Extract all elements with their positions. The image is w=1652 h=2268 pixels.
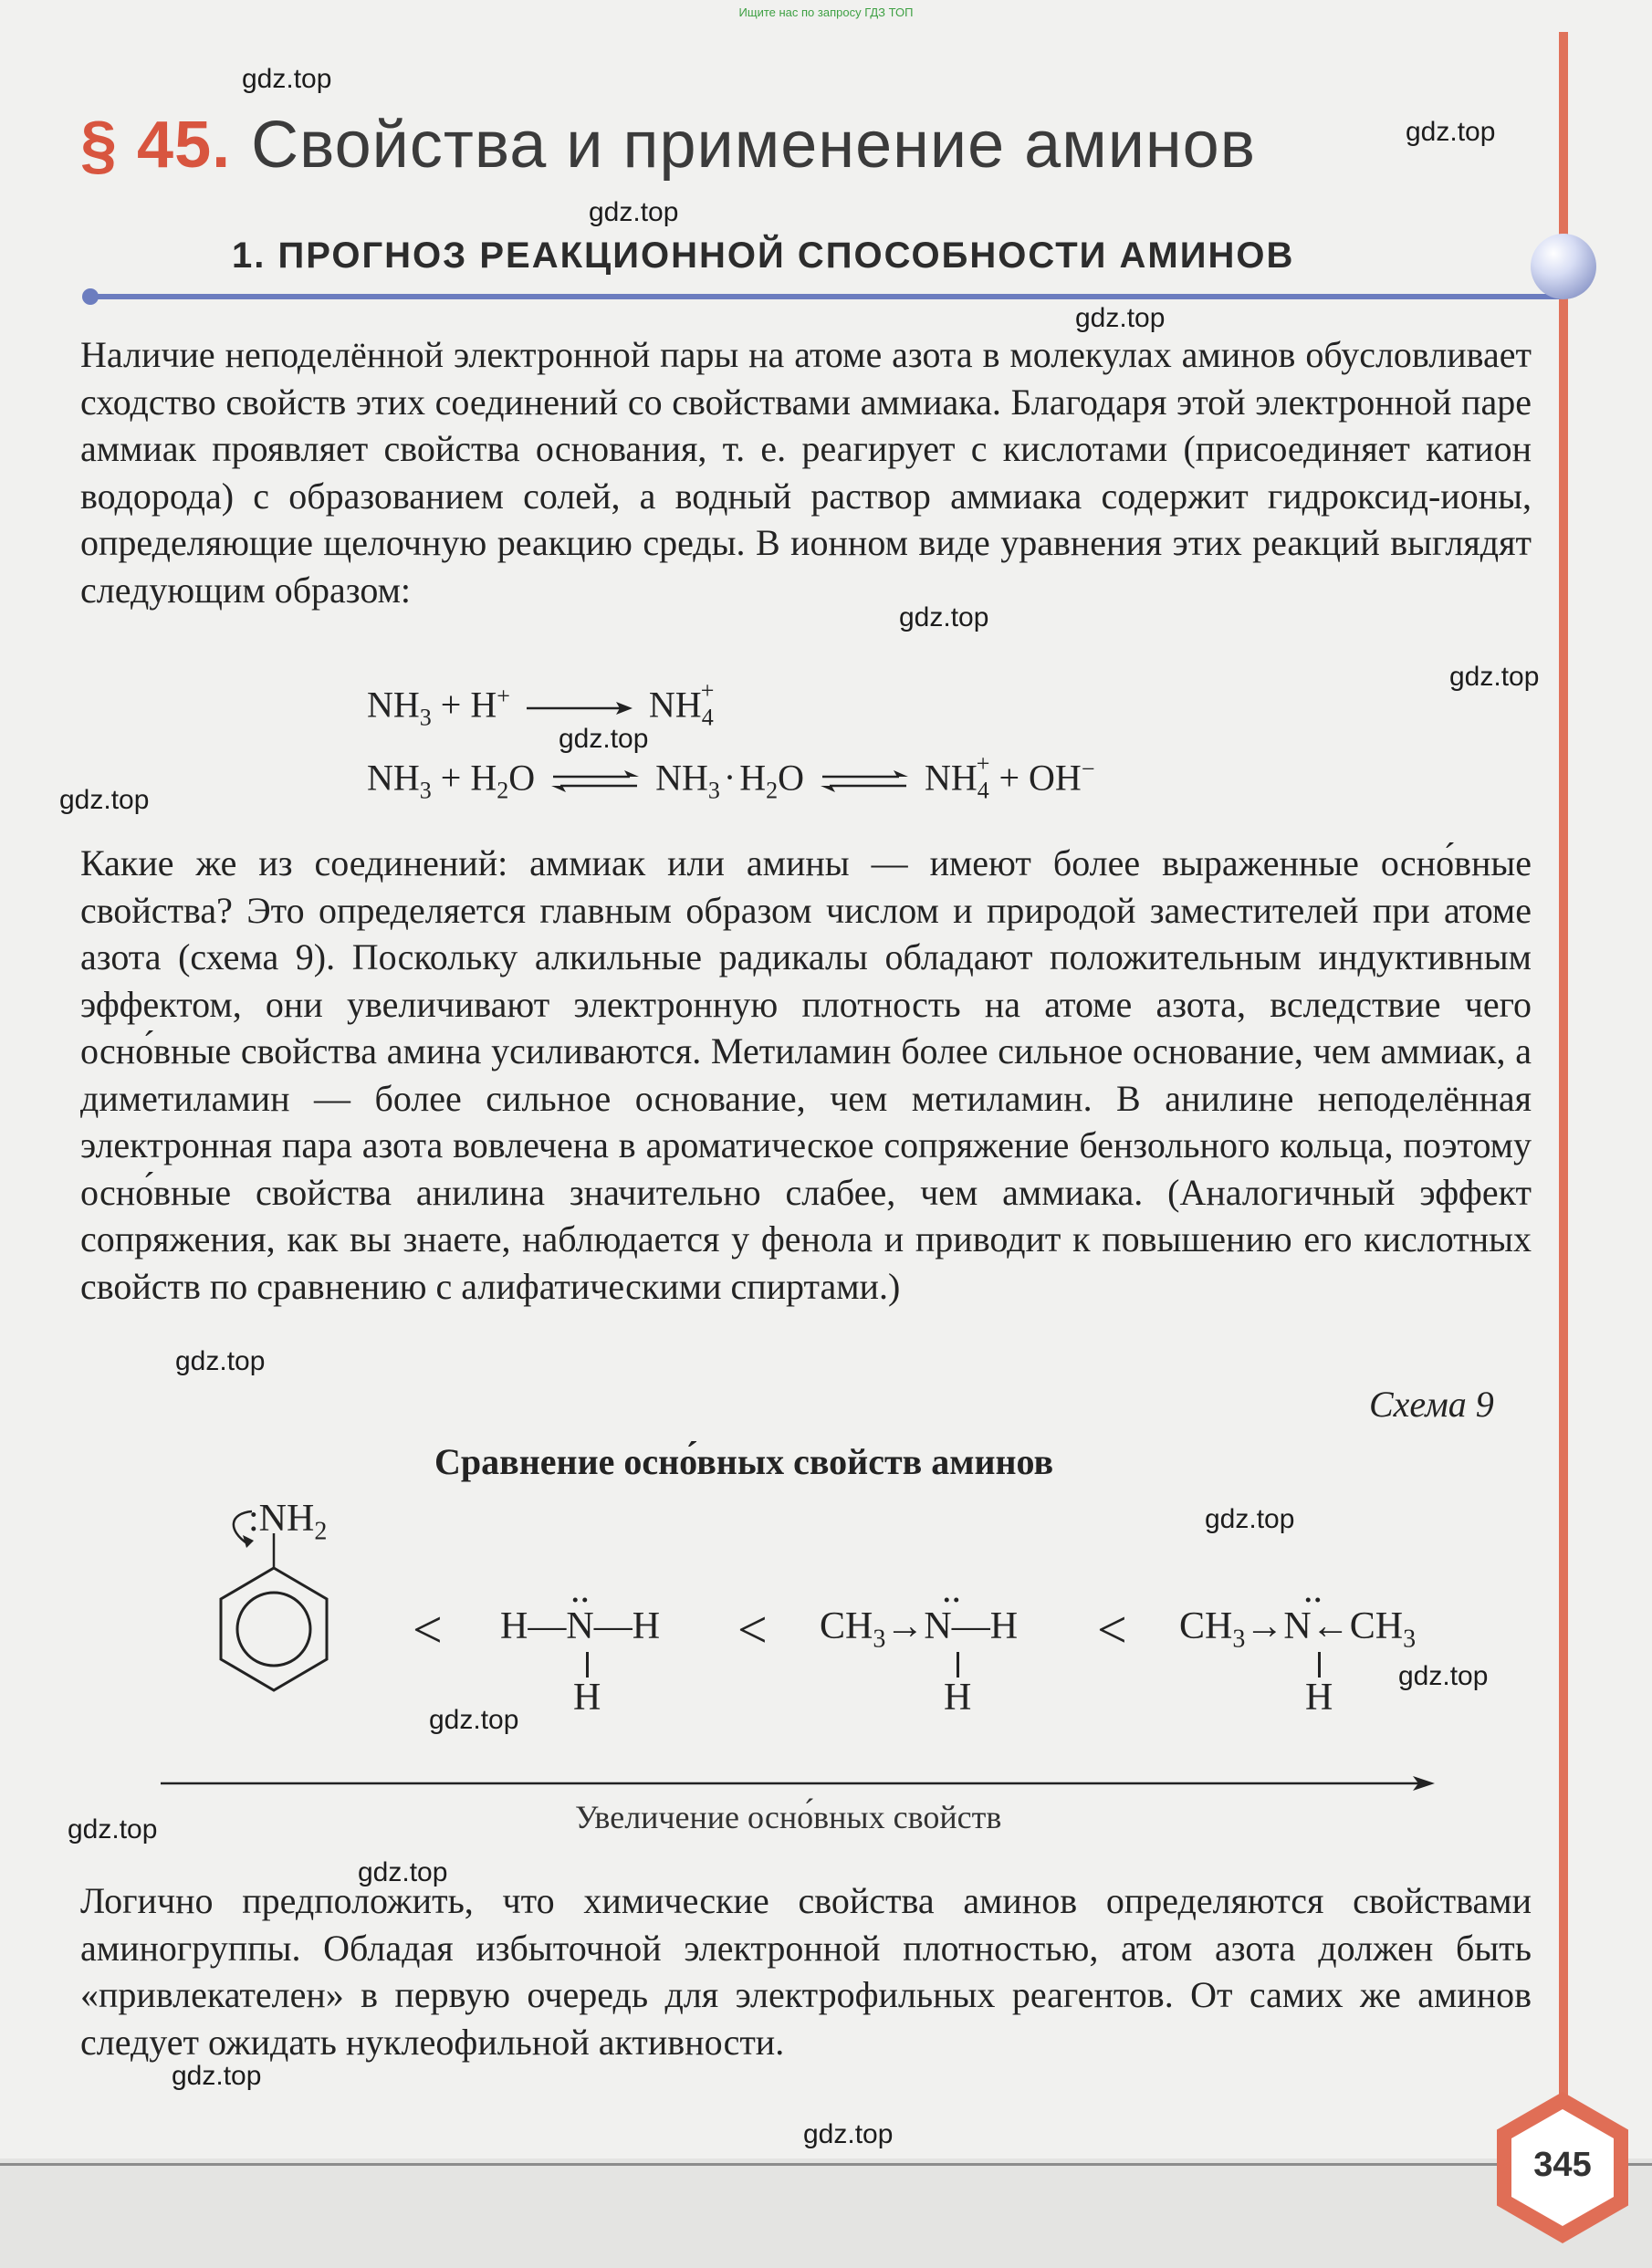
dimethylamine-arrow-left: ← bbox=[1311, 1605, 1350, 1647]
watermark: gdz.top bbox=[59, 785, 150, 815]
section-number: § 45. bbox=[80, 109, 232, 182]
aniline-nh-label: :NH bbox=[248, 1498, 315, 1540]
page-title bbox=[80, 108, 1256, 183]
methylamine-arrow: → bbox=[885, 1605, 925, 1647]
scheme-label: Схема 9 bbox=[1369, 1384, 1494, 1425]
watermark: gdz.top bbox=[803, 2119, 894, 2149]
ammonia-bond-right: — bbox=[593, 1605, 633, 1647]
watermark: gdz.top bbox=[358, 1857, 448, 1887]
dimethylamine-lone-pair: .. bbox=[1303, 1569, 1323, 1611]
equilibrium-arrow-icon bbox=[549, 768, 641, 794]
eq2-f-sup: − bbox=[1081, 756, 1095, 782]
rule-dot-icon bbox=[82, 288, 99, 305]
dimethylamine-bond-down bbox=[1318, 1652, 1321, 1677]
watermark: gdz.top bbox=[242, 64, 332, 94]
subsection-title: 1. ПРОГНОЗ РЕАКЦИОННОЙ СПОСОБНОСТИ АМИНОВ bbox=[232, 235, 1295, 276]
methylamine-row bbox=[820, 1604, 1018, 1654]
methylamine-h-right: H bbox=[989, 1605, 1019, 1647]
eq2-plus: + bbox=[440, 757, 462, 799]
equation-1 bbox=[367, 677, 715, 731]
watermark: gdz.top bbox=[1398, 1661, 1489, 1691]
dimethylamine-ch3-left-sub: 3 bbox=[1232, 1625, 1246, 1654]
watermark: gdz.top bbox=[175, 1346, 266, 1376]
less-than-3: < bbox=[1097, 1600, 1127, 1659]
methylamine-bond-down bbox=[957, 1652, 959, 1677]
paragraph-3: Логично предположить, что химические свойства аминов определяются свойствами аминогруппы. Обладая избыточной электронной плотностью, атом азота должен быть «привлекателен» в первую очередь для электрофильных реагентов. От самих же аминов следует ожидать нуклеофильной активности. bbox=[80, 1880, 1532, 2063]
paragraph-2: Какие же из соединений: аммиак или амины — имеют более выраженные осно́вные свойства? Это определяется главным образом числом и природой заместителей при атоме азота (схема 9). Поскольку алкильные радикалы обладают положительным индуктивным эффектом, они увеличивают электронную плотность на атоме азота, вследствие чего осно́вные свойства амина усиливаются. Метиламин более сильное основание, чем аммиак, а диметиламин — более сильное основание, чем метиламин. В анилине неподелённая электронная пара азота вовлечена в ароматическое сопряжение бензольного кольца, поэтому осно́вные свойства анилина значительно слабее, чем аммиака. (Аналогичный эффект сопряжения, как вы знаете, наблюдается у фенола и приводит к повышению его кислотных свойств по сравнению с алифатическими спиртами.) bbox=[80, 842, 1532, 1307]
section-rule bbox=[84, 294, 1563, 299]
watermark: gdz.top bbox=[899, 602, 989, 632]
eq1-product-sub: 4 bbox=[701, 704, 714, 731]
ammonia-h-bottom: H bbox=[573, 1677, 601, 1719]
ammonia-n: N bbox=[566, 1605, 594, 1647]
eq2-d-tail: O bbox=[778, 757, 805, 799]
bottom-band bbox=[0, 2158, 1652, 2268]
methylamine-n: N bbox=[924, 1605, 952, 1647]
equation-2 bbox=[367, 750, 1095, 804]
watermark: gdz.top bbox=[1449, 662, 1540, 692]
watermark: gdz.top bbox=[429, 1705, 519, 1735]
eq1-reagent: H bbox=[470, 684, 497, 726]
watermark: gdz.top bbox=[1406, 117, 1496, 147]
methylamine-h-bottom: H bbox=[944, 1677, 972, 1719]
header-note: Ищите нас по запросу ГДЗ ТОП bbox=[738, 5, 914, 19]
eq1-reagent-sup: + bbox=[497, 683, 510, 709]
eq2-e-sup: + bbox=[976, 750, 990, 777]
eq2-c: NH bbox=[655, 757, 708, 799]
eq1-plus: + bbox=[440, 684, 462, 726]
eq2-d-sub: 2 bbox=[766, 777, 779, 804]
ammonia-h-left: H bbox=[500, 1605, 528, 1647]
less-than-2: < bbox=[737, 1600, 768, 1659]
section-title: Свойства и применение аминов bbox=[251, 109, 1256, 182]
eq1-left: NH bbox=[367, 684, 420, 726]
eq2-b-sub: 2 bbox=[497, 777, 509, 804]
watermark: gdz.top bbox=[559, 724, 649, 754]
watermark: gdz.top bbox=[68, 1814, 158, 1845]
methylamine-ch3: CH bbox=[820, 1605, 873, 1647]
dimethylamine-n: N bbox=[1283, 1605, 1312, 1647]
watermark: gdz.top bbox=[589, 197, 679, 227]
eq2-d: H bbox=[739, 757, 767, 799]
sphere-ornament-icon bbox=[1531, 234, 1596, 299]
ammonia-lone-pair: .. bbox=[570, 1569, 590, 1611]
eq2-c-sub: 3 bbox=[707, 777, 720, 804]
eq2-f: OH bbox=[1029, 757, 1082, 799]
dimethylamine-row bbox=[1179, 1604, 1416, 1654]
watermark: gdz.top bbox=[1075, 303, 1166, 333]
margin-red-line bbox=[1559, 32, 1568, 2158]
axis-caption: Увеличение осно́вных свойств bbox=[575, 1799, 1002, 1835]
ammonia-h-right: H bbox=[632, 1605, 661, 1647]
paragraph-1: Наличие неподелённой электронной пары на атоме азота в молекулах аминов обусловливает сходство свойств этих соединений со свойствами аммиака. Благодаря этой электронной паре аммиак проявляет свойства основания, т. е. реагирует с кислотами (присоединяет катион водорода) с образованием солей, а водный раствор аммиака содержит гидроксид-ионы, определяющие щелочную реакцию среды. В ионном виде уравнения этих реакций выглядят следующим образом: bbox=[80, 334, 1532, 611]
ammonia-bond-down bbox=[586, 1652, 589, 1677]
page-number: 345 bbox=[1533, 2146, 1592, 2184]
aniline-nh-sub: 2 bbox=[314, 1517, 328, 1546]
eq2-a-sub: 3 bbox=[419, 777, 432, 804]
eq2-b-tail: O bbox=[508, 757, 536, 799]
methylamine-ch3-sub: 3 bbox=[873, 1625, 886, 1654]
scheme-title: Сравнение осно́вных свойств аминов bbox=[434, 1441, 1054, 1482]
dimethylamine-arrow-right: → bbox=[1245, 1605, 1284, 1647]
eq1-left-sub: 3 bbox=[419, 704, 432, 731]
methylamine-bond: — bbox=[951, 1605, 990, 1647]
equilibrium-arrow-icon bbox=[819, 768, 910, 794]
eq1-product: NH bbox=[648, 684, 702, 726]
watermark: gdz.top bbox=[172, 2061, 262, 2091]
dimethylamine-ch3-right: CH bbox=[1349, 1605, 1404, 1647]
eq2-e: NH bbox=[925, 757, 978, 799]
ammonia-bond-left: — bbox=[528, 1605, 567, 1647]
eq2-dot: · bbox=[723, 757, 737, 799]
eq2-e-sub: 4 bbox=[977, 777, 989, 804]
increase-arrow-icon bbox=[161, 1772, 1438, 1794]
dimethylamine-ch3-right-sub: 3 bbox=[1403, 1625, 1417, 1654]
bottom-line bbox=[0, 2163, 1652, 2166]
methylamine-lone-pair: .. bbox=[942, 1569, 961, 1611]
eq1-product-sup: + bbox=[700, 677, 715, 704]
benzene-ring-icon bbox=[210, 1506, 338, 1716]
eq2-a: NH bbox=[367, 757, 420, 799]
eq2-plus-2: + bbox=[999, 757, 1020, 799]
forward-arrow-icon bbox=[525, 697, 634, 719]
dimethylamine-ch3-left: CH bbox=[1179, 1605, 1233, 1647]
eq2-b: H bbox=[470, 757, 497, 799]
watermark: gdz.top bbox=[1205, 1504, 1295, 1534]
dimethylamine-h-bottom: H bbox=[1305, 1677, 1333, 1719]
less-than-1: < bbox=[413, 1600, 443, 1659]
